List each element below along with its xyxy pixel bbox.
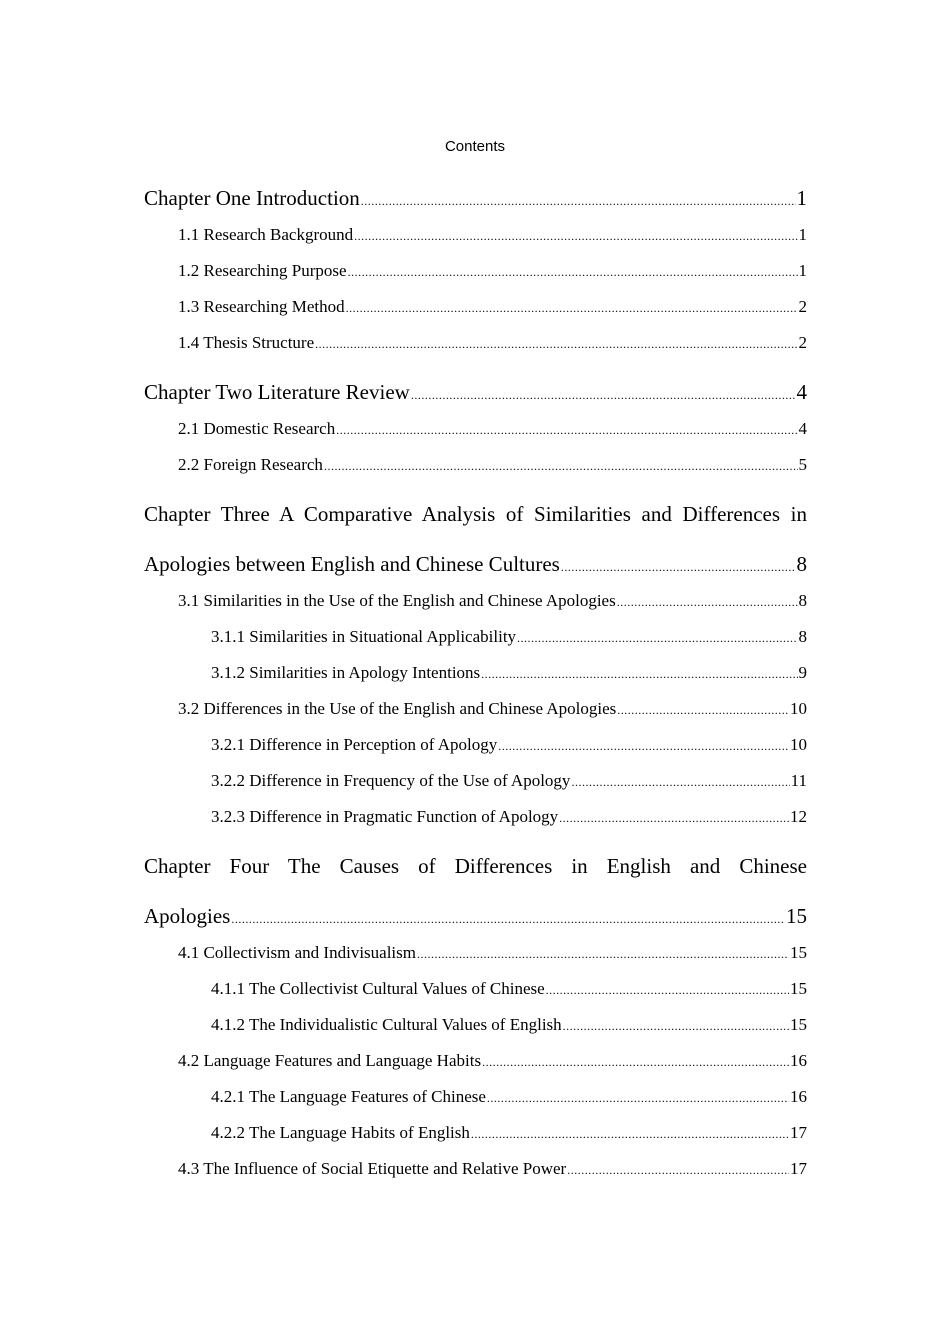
toc-entry-page: 4 xyxy=(798,419,807,438)
dot-leader xyxy=(482,1050,789,1074)
dot-leader xyxy=(481,662,797,686)
dot-leader xyxy=(563,1014,789,1038)
toc-entry-label: 4.1.2 The Individualistic Cultural Values of English xyxy=(211,1015,562,1034)
toc-entry-label: 4.1 Collectivism and Indivisualism xyxy=(178,943,416,962)
toc-entry-page: 1 xyxy=(796,186,807,210)
toc-entry-page: 10 xyxy=(790,699,807,718)
toc-entry-3-2[interactable] xyxy=(144,697,807,722)
toc-entry-4-2-2[interactable] xyxy=(144,1121,807,1146)
toc-entry-page: 9 xyxy=(798,663,807,682)
toc-entry-label: 3.1.1 Similarities in Situational Applicability xyxy=(211,627,517,646)
dot-leader xyxy=(354,224,797,248)
toc-entry-label: 4.3 The Influence of Social Etiquette and Relative Power xyxy=(178,1159,567,1178)
dot-leader xyxy=(617,698,789,722)
toc-entry-label: 3.1 Similarities in the Use of the English and Chinese Apologies xyxy=(178,591,616,610)
toc-entry-label: Chapter One Introduction xyxy=(144,186,360,210)
dot-leader xyxy=(411,381,796,409)
toc-title: Contents xyxy=(444,138,506,155)
toc-entry-label: 1.4 Thesis Structure xyxy=(178,333,315,352)
toc-entry-label: 3.2.3 Difference in Pragmatic Function of Apology xyxy=(211,807,559,826)
toc-entry-3-2-3[interactable] xyxy=(144,805,807,830)
toc-entry-1-4[interactable] xyxy=(144,331,807,356)
dot-leader xyxy=(471,1122,789,1146)
toc-entry-label: 3.2.1 Difference in Perception of Apology xyxy=(211,735,498,754)
toc-entry-page: 10 xyxy=(790,735,807,754)
toc-entry-chapter-four-line2[interactable] xyxy=(144,902,807,933)
toc-entry-chapter-three-line2[interactable] xyxy=(144,550,807,581)
dot-leader xyxy=(571,770,789,794)
toc-entry-page: 15 xyxy=(790,943,807,962)
toc-entry-label: 3.1.2 Similarities in Apology Intentions xyxy=(211,663,481,682)
toc-entry-4-2-1[interactable] xyxy=(144,1085,807,1110)
toc-entry-chapter-two[interactable] xyxy=(144,378,807,409)
dot-leader xyxy=(567,1158,789,1182)
dot-leader xyxy=(231,905,785,933)
toc-entry-page: 2 xyxy=(798,297,807,316)
toc-entry-4-3[interactable] xyxy=(144,1157,807,1182)
dot-leader xyxy=(546,978,789,1002)
toc-entry-page: 11 xyxy=(790,771,807,790)
toc-entry-page: 1 xyxy=(798,261,807,280)
dot-leader xyxy=(336,418,797,442)
toc-entry-page: 16 xyxy=(790,1051,807,1070)
dot-leader xyxy=(559,806,789,830)
toc-entry-page: 17 xyxy=(790,1123,807,1142)
toc-entry-2-1[interactable] xyxy=(144,417,807,442)
toc-entry-1-1[interactable] xyxy=(144,223,807,248)
toc-entry-label: 2.1 Domestic Research xyxy=(178,419,336,438)
dot-leader xyxy=(561,553,796,581)
toc-entry-page: 1 xyxy=(798,225,807,244)
toc-entry-label: 3.2 Differences in the Use of the English and Chinese Apologies xyxy=(178,699,617,718)
toc-entry-page: 5 xyxy=(798,455,807,474)
toc-entry-3-1-2[interactable] xyxy=(144,661,807,686)
toc-entry-page: 16 xyxy=(790,1087,807,1106)
toc-entry-label: 1.3 Researching Method xyxy=(178,297,345,316)
toc-entry-label: 2.2 Foreign Research xyxy=(178,455,323,474)
dot-leader xyxy=(361,187,796,215)
toc-entry-2-2[interactable] xyxy=(144,453,807,478)
dot-leader xyxy=(417,942,789,966)
toc-entry-chapter-four-line1[interactable]: Chapter Four The Causes of Differences in English and Chinese xyxy=(144,854,807,878)
toc-entry-chapter-three-line1[interactable]: Chapter Three A Comparative Analysis of Similarities and Differences in xyxy=(144,502,807,526)
toc-entry-4-2[interactable] xyxy=(144,1049,807,1074)
toc-entry-label: 4.2.2 The Language Habits of English xyxy=(211,1123,470,1142)
toc-entry-page: 12 xyxy=(790,807,807,826)
toc-entry-label: 4.2 Language Features and Language Habits xyxy=(178,1051,482,1070)
toc-entry-label: 1.1 Research Background xyxy=(178,225,354,244)
toc-entry-3-1-1[interactable] xyxy=(144,625,807,650)
toc-entry-4-1-1[interactable] xyxy=(144,977,807,1002)
toc-entry-page: 4 xyxy=(796,380,807,404)
toc-entry-3-2-1[interactable] xyxy=(144,733,807,758)
toc-entry-1-2[interactable] xyxy=(144,259,807,284)
toc-entry-page: 8 xyxy=(798,591,807,610)
toc-entry-label: 4.1.1 The Collectivist Cultural Values of Chinese xyxy=(211,979,545,998)
toc-entry-label: Apologies between English and Chinese Cultures xyxy=(144,552,560,576)
toc-entry-label: Apologies xyxy=(144,904,231,928)
toc-entry-label: 4.2.1 The Language Features of Chinese xyxy=(211,1087,486,1106)
toc-entry-label: Chapter Two Literature Review xyxy=(144,380,410,404)
toc-entry-page: 8 xyxy=(796,552,807,576)
toc-entry-label: 3.2.2 Difference in Frequency of the Use of Apology xyxy=(211,771,571,790)
table-of-contents xyxy=(144,0,807,1344)
toc-entry-4-1-2[interactable] xyxy=(144,1013,807,1038)
dot-leader xyxy=(498,734,789,758)
toc-entry-page: 17 xyxy=(790,1159,807,1178)
toc-entry-chapter-one[interactable] xyxy=(144,184,807,215)
dot-leader xyxy=(487,1086,789,1110)
dot-leader xyxy=(346,296,798,320)
toc-entry-label: 1.2 Researching Purpose xyxy=(178,261,347,280)
toc-entry-4-1[interactable] xyxy=(144,941,807,966)
toc-entry-page: 8 xyxy=(798,627,807,646)
toc-entry-page: 15 xyxy=(790,979,807,998)
dot-leader xyxy=(348,260,798,284)
dot-leader xyxy=(517,626,797,650)
toc-entry-3-1[interactable] xyxy=(144,589,807,614)
toc-entry-page: 2 xyxy=(798,333,807,352)
toc-entry-page: 15 xyxy=(790,1015,807,1034)
dot-leader xyxy=(617,590,798,614)
dot-leader xyxy=(315,332,797,356)
dot-leader xyxy=(324,454,798,478)
toc-entry-page: 15 xyxy=(786,904,807,928)
toc-entry-1-3[interactable] xyxy=(144,295,807,320)
toc-entry-3-2-2[interactable] xyxy=(144,769,807,794)
